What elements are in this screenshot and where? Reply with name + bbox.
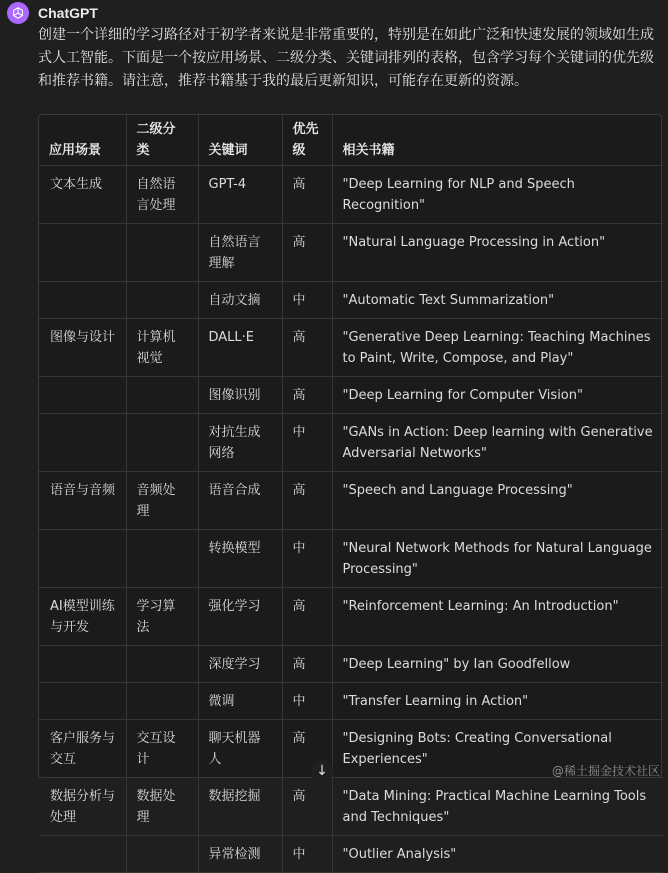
cell-subcategory: 数据处理 <box>126 777 198 835</box>
cell-keyword: 数据挖掘 <box>198 777 282 835</box>
cell-keyword: 自然语言理解 <box>198 223 282 281</box>
learning-path-table <box>38 114 662 862</box>
cell-subcategory: 计算机视觉 <box>126 318 198 376</box>
cell-priority: 高 <box>282 719 332 777</box>
cell-keyword: 异常检测 <box>198 835 282 872</box>
cell-subcategory <box>126 682 198 719</box>
table-row <box>39 165 663 223</box>
cell-priority: 中 <box>282 835 332 872</box>
cell-keyword: 强化学习 <box>198 587 282 645</box>
cell-keyword: 深度学习 <box>198 645 282 682</box>
cell-subcategory <box>126 529 198 587</box>
cell-scenario: AI模型训练与开发 <box>39 587 126 645</box>
cell-subcategory <box>126 376 198 413</box>
cell-book: "Reinforcement Learning: An Introduction" <box>332 587 663 645</box>
cell-priority: 高 <box>282 223 332 281</box>
cell-scenario <box>39 376 126 413</box>
table-row <box>39 413 663 471</box>
table-row <box>39 281 663 318</box>
cell-keyword: 自动文摘 <box>198 281 282 318</box>
cell-priority: 高 <box>282 471 332 529</box>
cell-book: "Data Mining: Practical Machine Learning Tools and Techniques" <box>332 777 663 835</box>
cell-scenario: 数据分析与处理 <box>39 777 126 835</box>
sender-name: ChatGPT <box>38 5 98 21</box>
cell-subcategory <box>126 413 198 471</box>
cell-keyword: 微调 <box>198 682 282 719</box>
watermark: @稀土掘金技术社区 <box>551 764 660 778</box>
openai-logo-icon <box>11 6 25 20</box>
cell-book: "Outlier Analysis" <box>332 835 663 872</box>
cell-keyword: 转换模型 <box>198 529 282 587</box>
table-header-row <box>39 115 663 165</box>
table-row <box>39 777 663 835</box>
cell-subcategory <box>126 835 198 872</box>
table-row <box>39 645 663 682</box>
cell-priority: 中 <box>282 281 332 318</box>
chatgpt-avatar <box>7 2 29 24</box>
cell-subcategory <box>126 645 198 682</box>
cell-scenario <box>39 645 126 682</box>
header-scenario: 应用场景 <box>39 115 126 165</box>
cell-book: "Generative Deep Learning: Teaching Machines to Paint, Write, Compose, and Play" <box>332 318 663 376</box>
table-row <box>39 682 663 719</box>
cell-subcategory <box>126 281 198 318</box>
cell-book: "GANs in Action: Deep learning with Generative Adversarial Networks" <box>332 413 663 471</box>
cell-keyword: 聊天机器人 <box>198 719 282 777</box>
cell-priority: 高 <box>282 165 332 223</box>
cell-subcategory: 学习算法 <box>126 587 198 645</box>
cell-priority: 高 <box>282 376 332 413</box>
cell-scenario <box>39 281 126 318</box>
cell-subcategory: 交互设计 <box>126 719 198 777</box>
header-priority: 优先级 <box>282 115 332 165</box>
cell-book: "Deep Learning" by Ian Goodfellow <box>332 645 663 682</box>
cell-priority: 高 <box>282 587 332 645</box>
table-row <box>39 471 663 529</box>
header-subcategory: 二级分类 <box>126 115 198 165</box>
cell-book: "Neural Network Methods for Natural Language Processing" <box>332 529 663 587</box>
cell-book: "Designing Bots: Creating Conversational Experiences" <box>332 719 663 777</box>
cell-scenario: 客户服务与交互 <box>39 719 126 777</box>
table-row <box>39 223 663 281</box>
cell-priority: 高 <box>282 318 332 376</box>
header-books: 相关书籍 <box>332 115 663 165</box>
cell-book: "Speech and Language Processing" <box>332 471 663 529</box>
cell-scenario: 文本生成 <box>39 165 126 223</box>
cell-keyword: DALL·E <box>198 318 282 376</box>
cell-priority: 中 <box>282 682 332 719</box>
cell-scenario: 图像与设计 <box>39 318 126 376</box>
cell-scenario: 语音与音频 <box>39 471 126 529</box>
cell-priority: 中 <box>282 413 332 471</box>
cell-book: "Automatic Text Summarization" <box>332 281 663 318</box>
cell-priority: 中 <box>282 529 332 587</box>
cell-scenario <box>39 682 126 719</box>
cell-priority: 高 <box>282 645 332 682</box>
cell-keyword: 对抗生成网络 <box>198 413 282 471</box>
cell-keyword: 图像识别 <box>198 376 282 413</box>
table-row <box>39 529 663 587</box>
table-row <box>39 376 663 413</box>
scroll-to-bottom-button[interactable] <box>311 760 333 782</box>
table-row <box>39 835 663 872</box>
cell-scenario <box>39 223 126 281</box>
header-keyword: 关键词 <box>198 115 282 165</box>
table-row <box>39 318 663 376</box>
arrow-down-icon: ↓ <box>316 763 328 779</box>
cell-scenario <box>39 529 126 587</box>
cell-book: "Natural Language Processing in Action" <box>332 223 663 281</box>
cell-book: "Transfer Learning in Action" <box>332 682 663 719</box>
intro-paragraph: 创建一个详细的学习路径对于初学者来说是非常重要的，特别是在如此广泛和快速发展的领域如生成式人工智能。下面是一个按应用场景、二级分类、关键词排列的表格，包含学习每个关键词的优先级和推荐书籍。请注意，推荐书籍基于我的最后更新知识，可能存在更新的资源。 <box>38 27 654 89</box>
cell-subcategory <box>126 223 198 281</box>
cell-keyword: 语音合成 <box>198 471 282 529</box>
table-row <box>39 587 663 645</box>
cell-book: "Deep Learning for NLP and Speech Recognition" <box>332 165 663 223</box>
cell-priority: 高 <box>282 777 332 835</box>
message-header <box>7 2 98 24</box>
cell-subcategory: 音频处理 <box>126 471 198 529</box>
cell-subcategory: 自然语言处理 <box>126 165 198 223</box>
cell-book: "Deep Learning for Computer Vision" <box>332 376 663 413</box>
cell-scenario <box>39 413 126 471</box>
cell-keyword: GPT-4 <box>198 165 282 223</box>
cell-scenario <box>39 835 126 872</box>
